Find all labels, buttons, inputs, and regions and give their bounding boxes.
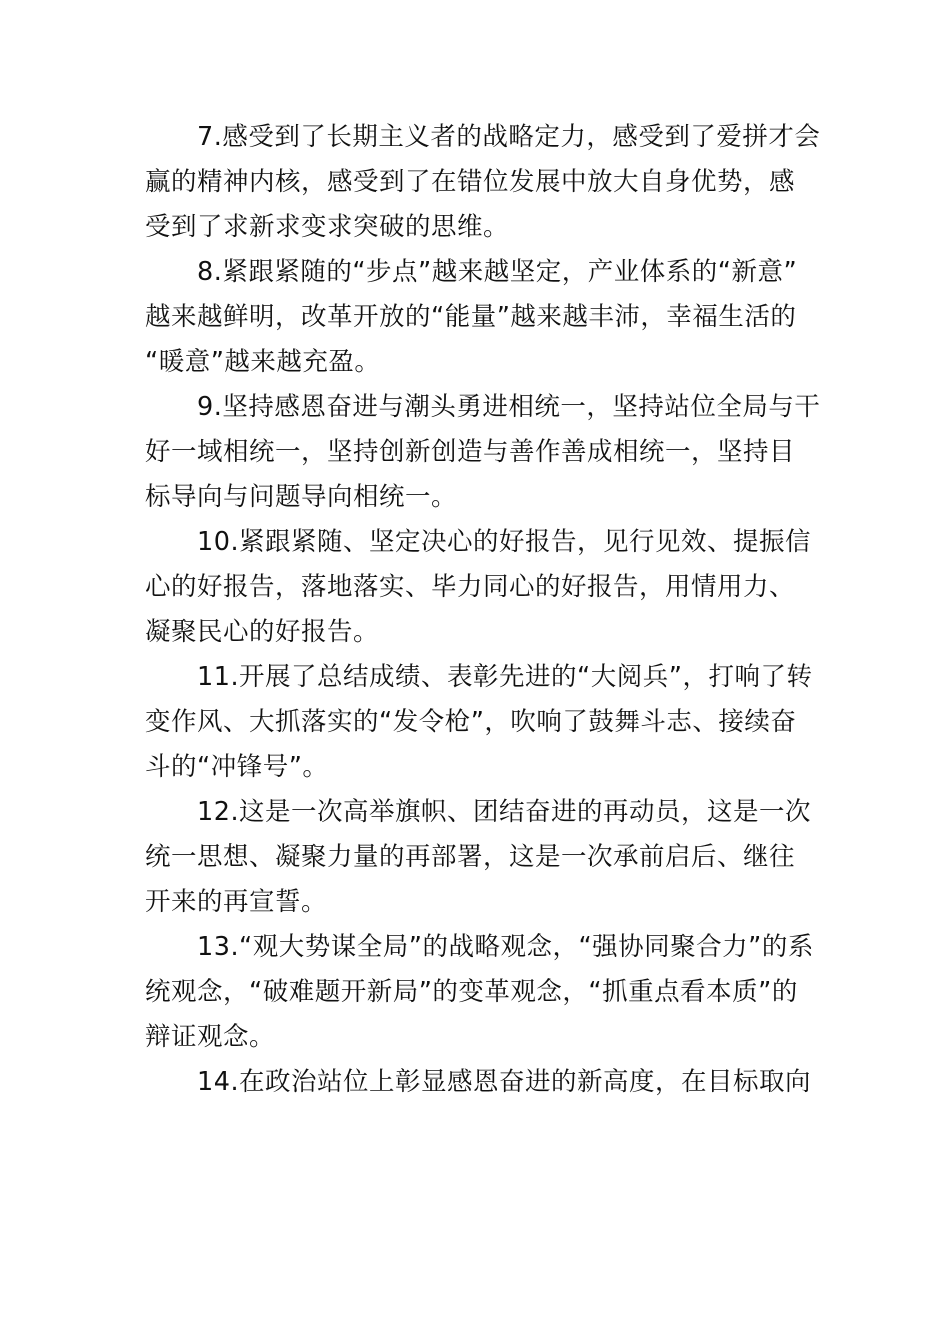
paragraph-line: 10.紧跟紧随、坚定决心的好报告，见行见效、提振信 [197,527,812,557]
paragraph-line: 变作风、大抓落实的“发令枪”，吹响了鼓舞斗志、接续奋 [145,707,797,737]
paragraph-11 [145,655,813,790]
paragraph-line: 凝聚民心的好报告。 [145,617,380,647]
paragraph-line: 受到了求新求变求突破的思维。 [145,212,510,242]
paragraph-line: 14.在政治站位上彰显感恩奋进的新高度，在目标取向 [197,1067,812,1097]
paragraph-line: 赢的精神内核，感受到了在错位发展中放大自身优势，感 [145,167,796,197]
paragraph-line: 9.坚持感恩奋进与潮头勇进相统一，坚持站位全局与干 [197,392,821,422]
paragraph-line: 11.开展了总结成绩、表彰先进的“大阅兵”，打响了转 [197,662,813,692]
paragraph-8 [145,250,807,385]
paragraph-line: 辩证观念。 [145,1022,276,1052]
paragraph-line: 斗的“冲锋号”。 [145,752,329,782]
document-body [145,115,821,1105]
paragraph-line: 13.“观大势谋全局”的战略观念，“强协同聚合力”的系 [197,932,814,962]
paragraph-line: 7.感受到了长期主义者的战略定力，感受到了爱拼才会 [197,122,821,152]
paragraph-13 [145,925,814,1060]
paragraph-line: 8.紧跟紧随的“步点”越来越坚定，产业体系的“新意” [197,257,798,287]
paragraph-9 [145,385,821,520]
paragraph-line: 统观念，“破难题开新局”的变革观念，“抓重点看本质”的 [145,977,798,1007]
paragraph-line: 12.这是一次高举旗帜、团结奋进的再动员，这是一次 [197,797,812,827]
paragraph-line: 开来的再宣誓。 [145,887,328,917]
paragraph-line: 心的好报告，落地落实、毕力同心的好报告，用情用力、 [145,572,796,602]
paragraph-14 [145,1060,812,1105]
paragraph-10 [145,520,812,655]
paragraph-line: “暖意”越来越充盈。 [145,347,381,377]
paragraph-12 [145,790,812,925]
paragraph-line: 好一域相统一，坚持创新创造与善作善成相统一，坚持目 [145,437,796,467]
paragraph-line: 统一思想、凝聚力量的再部署，这是一次承前启后、继往 [145,842,796,872]
paragraph-line: 标导向与问题导向相统一。 [145,482,458,512]
paragraph-line: 越来越鲜明，改革开放的“能量”越来越丰沛，幸福生活的 [145,302,797,332]
paragraph-7 [145,115,821,250]
